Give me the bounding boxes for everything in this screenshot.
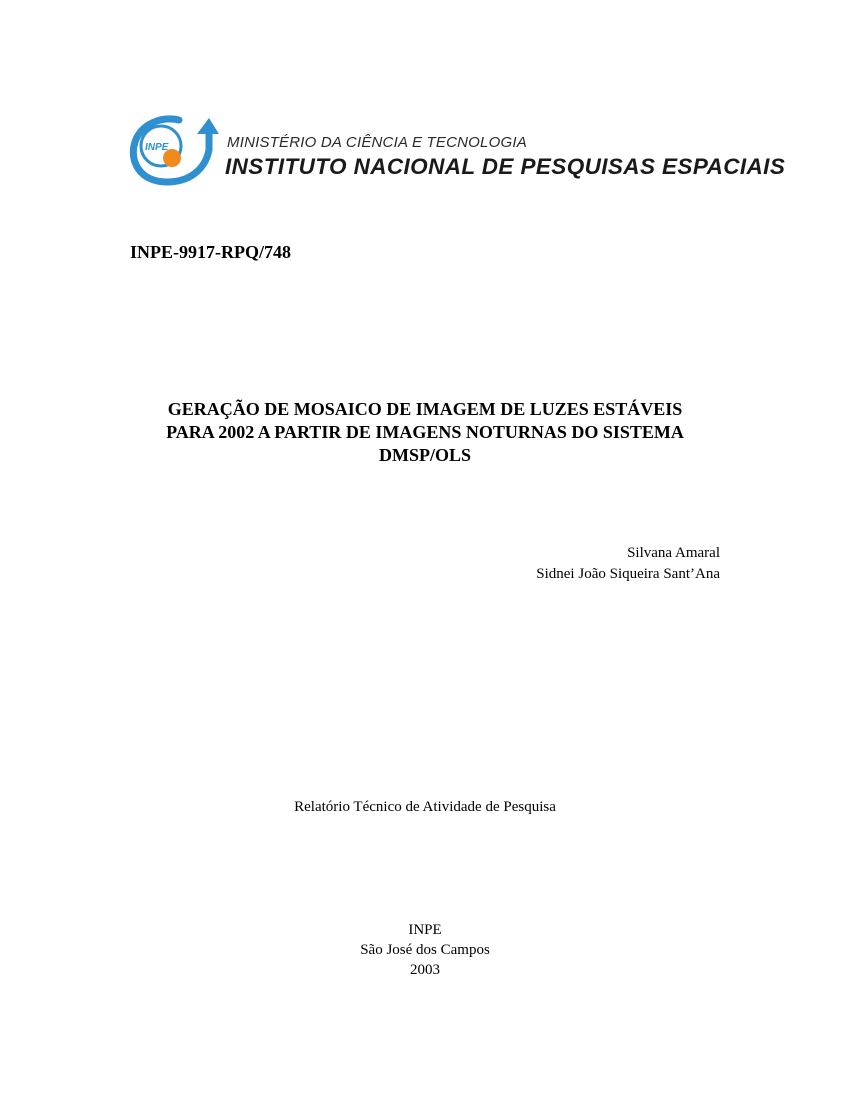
- publisher: INPE: [408, 922, 442, 938]
- logo-text: INPE: [145, 142, 169, 153]
- author-name: Sidnei João Siqueira Sant’Ana: [536, 566, 720, 582]
- institution-header: [127, 112, 786, 192]
- imprint: [0, 920, 850, 980]
- inpe-logo: [127, 112, 219, 188]
- title-line: DMSP/OLS: [378, 445, 471, 465]
- report-id: INPE-9917-RPQ/748: [130, 242, 291, 262]
- title-line: PARA 2002 A PARTIR DE IMAGENS NOTURNAS DO SISTEMA: [166, 422, 684, 442]
- ministry-name: MINISTÉRIO DA CIÊNCIA E TECNOLOGIA: [227, 134, 527, 151]
- report-type: Relatório Técnico de Atividade de Pesquisa: [294, 799, 556, 815]
- institute-name: INSTITUTO NACIONAL DE PESQUISAS ESPACIAIS: [225, 154, 786, 179]
- author-name: Silvana Amaral: [627, 545, 720, 561]
- publication-year: 2003: [410, 962, 440, 978]
- author-list: [536, 543, 720, 585]
- report-title: [100, 398, 750, 467]
- publication-city: São José dos Campos: [360, 942, 490, 958]
- title-line: GERAÇÃO DE MOSAICO DE IMAGEM DE LUZES ESTÁVEIS: [167, 399, 683, 419]
